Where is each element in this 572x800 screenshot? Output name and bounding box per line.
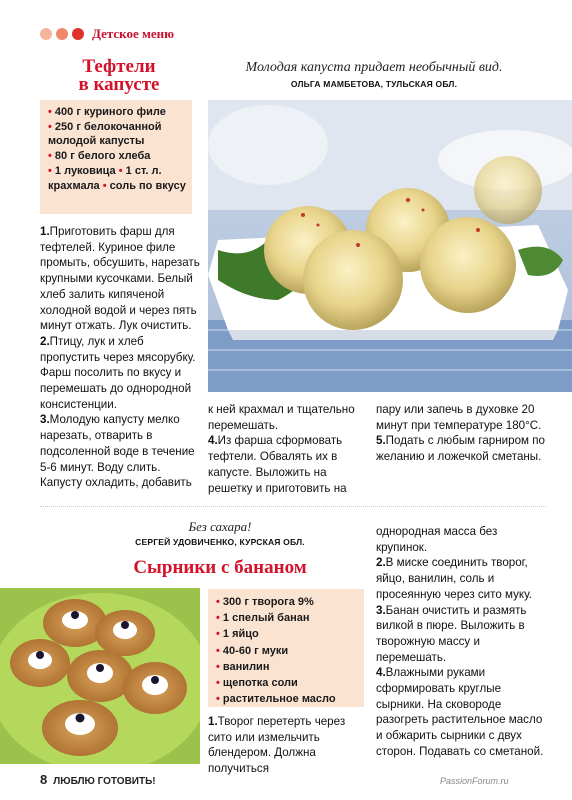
recipe1-title-line2: в капусте — [78, 74, 160, 95]
recipe1-steps-col3 — [376, 402, 546, 465]
step-number: 1. — [208, 715, 218, 728]
step-text: Банан очистить и размять вилкой в пюре. Выложить в творожную массу и перемешать. — [376, 603, 527, 664]
recipe2-ingredients: • 300 г творога 9% • 1 спелый банан • 1 яйцо • 40-60 г муки • ванилин • щепотка соли • растительное масло — [208, 589, 364, 707]
step-text: Птицу, лук и хлеб пропустить через мясорубку. Фарш посолить по вкусу и перемешать до однородной консистенции. — [40, 334, 196, 411]
step-text: к ней крахмал и тщательно перемешать. — [208, 403, 355, 432]
recipe2-title: Сырники с бананом — [133, 557, 307, 578]
step-number: 2. — [40, 334, 50, 348]
header-dot-3 — [72, 28, 84, 40]
recipe2-author: СЕРГЕЙ УДОВИЧЕНКО, КУРСКАЯ ОБЛ. — [135, 537, 305, 547]
recipe1-steps-col2 — [208, 402, 368, 496]
header-dot-1 — [40, 28, 52, 40]
ingredient: 300 г творога 9% — [222, 596, 314, 608]
ingredient: 1 ст. л. крахмала — [48, 164, 162, 192]
ingredient: 1 спелый банан — [222, 612, 310, 625]
step-number: 3. — [376, 603, 386, 617]
recipe1-quote: Молодая капуста придает необычный вид. — [245, 60, 503, 75]
step-text: пару или запечь в духовке 20 минут при температуре 180°С. — [376, 403, 542, 432]
ingredient: 1 луковица — [54, 164, 116, 177]
ingredient: растительное масло — [222, 693, 336, 706]
magazine-name: ЛЮБЛЮ ГОТОВИТЬ! — [53, 776, 156, 787]
page-footer — [40, 772, 156, 787]
step-text: Из фарша сформовать тефтели. Обвалять их в капусте. Выложить на решетку и приготовить на — [208, 434, 347, 495]
ingredient: щепотка соли — [222, 677, 298, 690]
ingredient: ванилин — [222, 660, 270, 673]
ingredient: 250 г белокочанной молодой капусты — [48, 120, 162, 148]
step-number: 4. — [376, 666, 386, 680]
step-number: 3. — [40, 413, 50, 427]
step-text: Приготовить фарш для тефтелей. Куриное филе промыть, обсушить, нарезать крупными кусочками. Белый хлеб залить кипяченой холодной водой и через пять минут отжать. Лук очистить. — [40, 225, 200, 333]
step-number: 5. — [376, 434, 386, 448]
step-text: В миске соединить творог, яйцо, ванилин, соль и просеянную через сито муку. — [376, 556, 532, 601]
recipe1-title — [64, 58, 174, 94]
step-number: 1. — [40, 225, 50, 238]
section-header — [40, 26, 174, 42]
header-dot-2 — [56, 28, 68, 40]
page-number: 8 — [40, 772, 48, 787]
section-title: Детское меню — [92, 26, 175, 41]
recipe2-quote: Без сахара! — [188, 519, 252, 534]
step-text: Молодую капусту мелко нарезать, отварить в подсоленной воде в течение 5-6 минут. Воду слить. Капусту охладить, добавить — [40, 413, 195, 490]
watermark: PassionForum.ru — [440, 776, 509, 786]
recipe2-steps-col1 — [208, 714, 370, 777]
syrniki-photo — [0, 588, 200, 764]
recipe1-title-line1: Тефтели — [82, 56, 156, 77]
recipe1-steps-col1 — [40, 224, 200, 491]
step-number: 2. — [376, 556, 386, 570]
step-text: однородная масса без крупинок. — [376, 525, 498, 554]
recipe1-author: ОЛЬГА МАМБЕТОВА, ТУЛЬСКАЯ ОБЛ. — [290, 79, 458, 89]
step-number: 4. — [208, 434, 218, 448]
step-text: Подать с любым гарниром по желанию и ложечкой сметаны. — [376, 434, 545, 464]
ingredient: 40-60 г муки — [222, 644, 289, 657]
step-text: Творог перетерть через сито или измельчить блендером. Должна получиться — [208, 715, 346, 776]
ingredient: 80 г белого хлеба — [54, 150, 151, 163]
recipe2-steps-col2 — [376, 524, 546, 760]
meatballs-photo — [208, 100, 572, 392]
section-divider — [40, 506, 546, 507]
step-text: Влажными руками сформировать круглые сырники. На сковороде разогреть растительное масло и обжарить сырники с двух сторон. Подавать со сметаной. — [376, 666, 544, 758]
ingredient: 400 г куриного филе — [54, 106, 166, 118]
recipe1-ingredients: • 400 г куриного филе • 250 г белокочанной молодой капусты • 80 г белого хлеба • 1 луковица • 1 ст. л. крахмала • соль по вкусу — [40, 100, 192, 214]
ingredient: соль по вкусу — [109, 179, 186, 192]
ingredient: 1 яйцо — [222, 628, 259, 641]
